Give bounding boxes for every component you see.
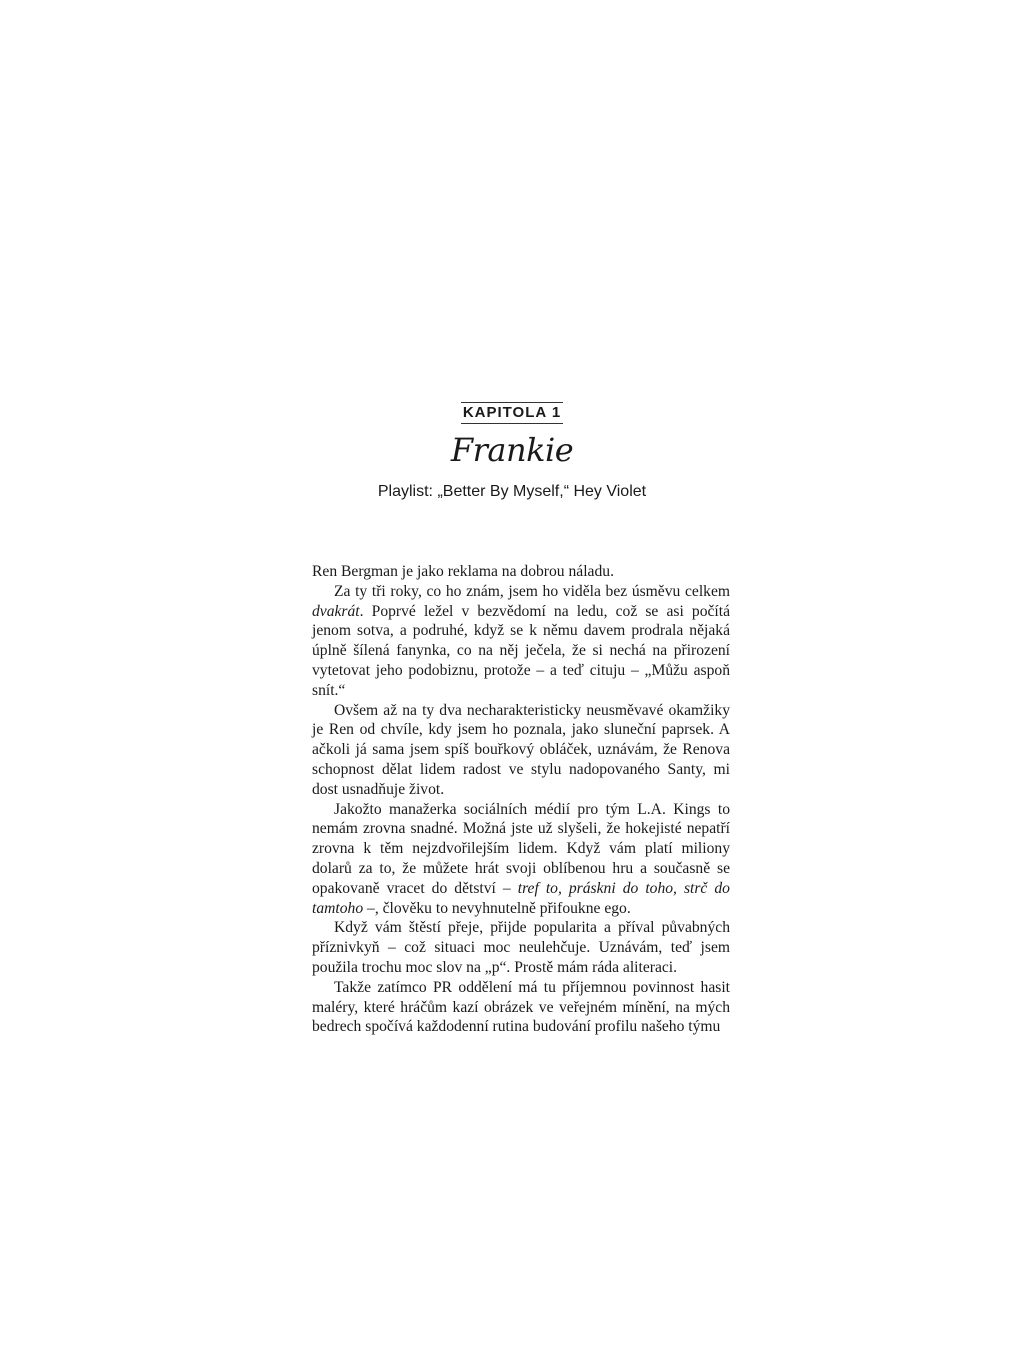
paragraph	[312, 918, 730, 977]
emphasis-text: tref to, práskni do toho, strč do tamtoho	[312, 879, 730, 917]
paragraph-text: . Poprvé ležel v bezvědomí na ledu, což se asi počítá jenom sotva, a podruhé, když se k němu davem prodrala nějaká úplně šílená fanynka, co na něj ječela, že si nechá na přirození vytetovat jeho podobiznu, protože – a teď cituju – „Můžu aspoň snít.“	[312, 602, 730, 699]
paragraph-text: Když vám štěstí přeje, přijde popularita a příval půvabných příznivkyň – což situaci moc neulehčuje. Uznávám, teď jsem použila trochu moc slov na „p“. Prostě mám ráda aliteraci.	[312, 919, 730, 976]
paragraph	[312, 800, 730, 919]
paragraph	[312, 562, 730, 582]
paragraph-text: Ovšem až na ty dva necharakteristicky neusměvavé okamžiky je Ren od chvíle, kdy jsem ho poznala, jako sluneční paprsek. A ačkoli já sama jsem spíš bouřkový obláček, uznávám, že Renova schopnost dělat lidem radost ve stylu nadopovaného Santy, mi dost usnadňuje život.	[312, 701, 730, 798]
emphasis-text: dvakrát	[312, 602, 360, 620]
paragraph-text: Jakožto manažerka sociálních médií pro tým L.A. Kings to nemám zrovna snadné. Možná jste už slyšeli, že hokejisté nepatří zrovna k těm nejzdvořilejším lidem. Když vám platí miliony dolarů za to, že můžete hrát svoji oblíbenou hru a současně se opakovaně vracet do dětství –	[312, 800, 730, 897]
paragraph	[312, 701, 730, 800]
chapter-title: Frankie	[450, 431, 574, 469]
paragraph	[312, 582, 730, 701]
chapter-number: KAPITOLA 1	[461, 402, 563, 424]
chapter-body	[312, 562, 730, 1037]
playlist-line: Playlist: „Better By Myself,“ Hey Violet	[377, 483, 647, 500]
chapter-heading	[0, 402, 1024, 424]
paragraph-text: –, člověku to nevyhnutelně přifoukne ego.	[363, 899, 631, 917]
paragraph-text: Takže zatímco PR oddělení má tu příjemnou povinnost hasit maléry, které hráčům kazí obrázek ve veřejném mínění, na mých bedrech spočívá každodenní rutina budování profilu našeho týmu	[312, 978, 730, 1036]
paragraph-text: Ren Bergman je jako reklama na dobrou náladu.	[312, 563, 614, 580]
paragraph	[312, 978, 730, 1037]
paragraph-text: Za ty tři roky, co ho znám, jsem ho viděla bez úsměvu celkem	[334, 582, 730, 600]
